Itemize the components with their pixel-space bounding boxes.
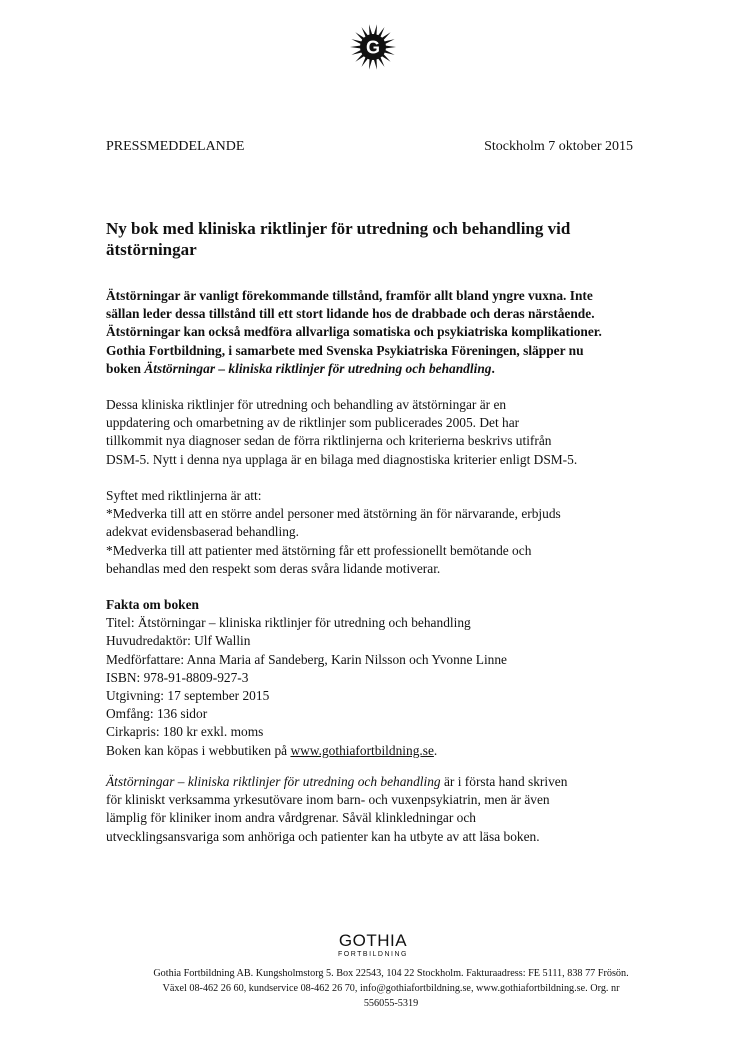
footer-logo: [0, 932, 746, 959]
text-line: *Medverka till att en större andel personer med ätstörning än för närvarande, erbjuds: [106, 506, 561, 522]
fact-item: Omfång: 136 sidor: [106, 706, 208, 722]
book-title: Ätstörningar – kliniska riktlinjer för utredning och behandling: [144, 360, 492, 376]
fact-item-buy: [106, 742, 646, 760]
text-line: [106, 773, 646, 791]
text-line: adekvat evidensbaserad behandling.: [106, 524, 299, 540]
svg-text:G: G: [365, 37, 381, 58]
text-line: uppdatering och omarbetning av de riktlinjer som publicerades 2005. Det har: [106, 415, 520, 431]
text-line: DSM-5. Nytt i denna nya upplaga är en bilaga med diagnostiska kriterier enligt DSM-5.: [106, 451, 578, 467]
sun-ray: [369, 24, 372, 35]
facts-heading: Fakta om boken: [106, 597, 200, 612]
buy-prefix: Boken kan köpas i webbutiken på: [106, 742, 291, 758]
footer-line: Växel 08-462 26 60, kundservice 08-462 26 70, info@gothiafortbildning.se, www.gothiafortbildning.se. Org. nr: [162, 983, 620, 994]
lead-last-suffix: .: [491, 360, 495, 376]
facts-section: [106, 596, 646, 760]
lead-line: Gothia Fortbildning, i samarbete med Svenska Psykiatriska Föreningen, släpper nu: [106, 342, 584, 358]
text-fragment: är i första hand skriven: [440, 774, 568, 789]
fact-item: Medförfattare: Anna Maria af Sandeberg, Karin Nilsson och Yvonne Linne: [106, 651, 507, 667]
fact-item: Cirkapris: 180 kr exkl. moms: [106, 724, 264, 740]
buy-suffix: .: [433, 742, 438, 758]
book-title: Ätstörningar – kliniska riktlinjer för utredning och behandling: [106, 774, 441, 789]
footer-contact: [96, 966, 686, 1011]
gothia-sun-logo-icon: [348, 22, 398, 72]
lead-paragraph: [106, 287, 646, 378]
sun-ray: [374, 24, 377, 35]
brand-subtitle: FORTBILDNING: [338, 951, 408, 958]
headline-line: Ny bok med kliniska riktlinjer för utredning och behandling vid: [106, 219, 571, 238]
text-line: Dessa kliniska riktlinjer för utredning och behandling av ätstörningar är en: [106, 397, 507, 412]
text-line: utvecklingsansvariga som anhöriga och patienter kan ha utbyte av att läsa boken.: [106, 828, 540, 844]
fact-item: Utgivning: 17 september 2015: [106, 688, 270, 704]
webshop-link[interactable]: www.gothiafortbildning.se: [290, 742, 434, 758]
lead-line: [106, 360, 646, 378]
paragraph-update: [106, 396, 646, 469]
text-line: Syftet med riktlinjerna är att:: [106, 488, 262, 503]
sun-ray: [369, 58, 372, 69]
paragraph-purpose: [106, 487, 646, 578]
brand-name: GOTHIA: [338, 931, 408, 950]
sun-ray: [374, 58, 377, 69]
sun-ray: [385, 46, 396, 49]
lead-line: Ätstörningar kan också medföra allvarliga somatiska och psykiatriska komplikationer.: [106, 324, 602, 340]
lead-last-prefix: boken: [106, 360, 145, 376]
headline: [106, 218, 626, 260]
fact-item: Titel: Ätstörningar – kliniska riktlinjer för utredning och behandling: [106, 615, 471, 631]
header-row: [106, 139, 633, 155]
fact-item: ISBN: 978-91-8809-927-3: [106, 669, 249, 685]
text-line: tillkommit nya diagnoser sedan de förra riktlinjerna och kriterierna beskrivs utifrån: [106, 433, 552, 449]
paragraph-audience: [106, 773, 646, 846]
text-line: behandlas med den respekt som deras svåra lidande motiverar.: [106, 560, 441, 576]
text-line: *Medverka till att patienter med ätstörning får ett professionellt bemötande och: [106, 542, 532, 558]
fact-item: Huvudredaktör: Ulf Wallin: [106, 633, 251, 649]
footer-line: 556055-5319: [363, 998, 419, 1009]
document-type-label: PRESSMEDDELANDE: [106, 139, 245, 154]
text-line: lämplig för kliniker inom andra vårdgrenar. Såväl klinkledningar och: [106, 810, 476, 826]
lead-line: Ätstörningar är vanligt förekommande tillstånd, framför allt bland yngre vuxna. Inte: [106, 288, 593, 303]
headline-line: ätstörningar: [106, 240, 197, 259]
text-line: för kliniskt verksamma yrkesutövare inom barn- och vuxenpsykiatrin, men är även: [106, 792, 550, 808]
lead-line: sällan leder dessa tillstånd till ett stort lidande hos de drabbade och deras närstående.: [106, 306, 595, 322]
sun-ray: [350, 46, 361, 49]
place-date: Stockholm 7 oktober 2015: [484, 139, 633, 154]
footer-line: Gothia Fortbildning AB. Kungsholmstorg 5. Box 22543, 104 22 Stockholm. Fakturaadress: FE 5111, 838 77 Frösön.: [153, 968, 629, 979]
